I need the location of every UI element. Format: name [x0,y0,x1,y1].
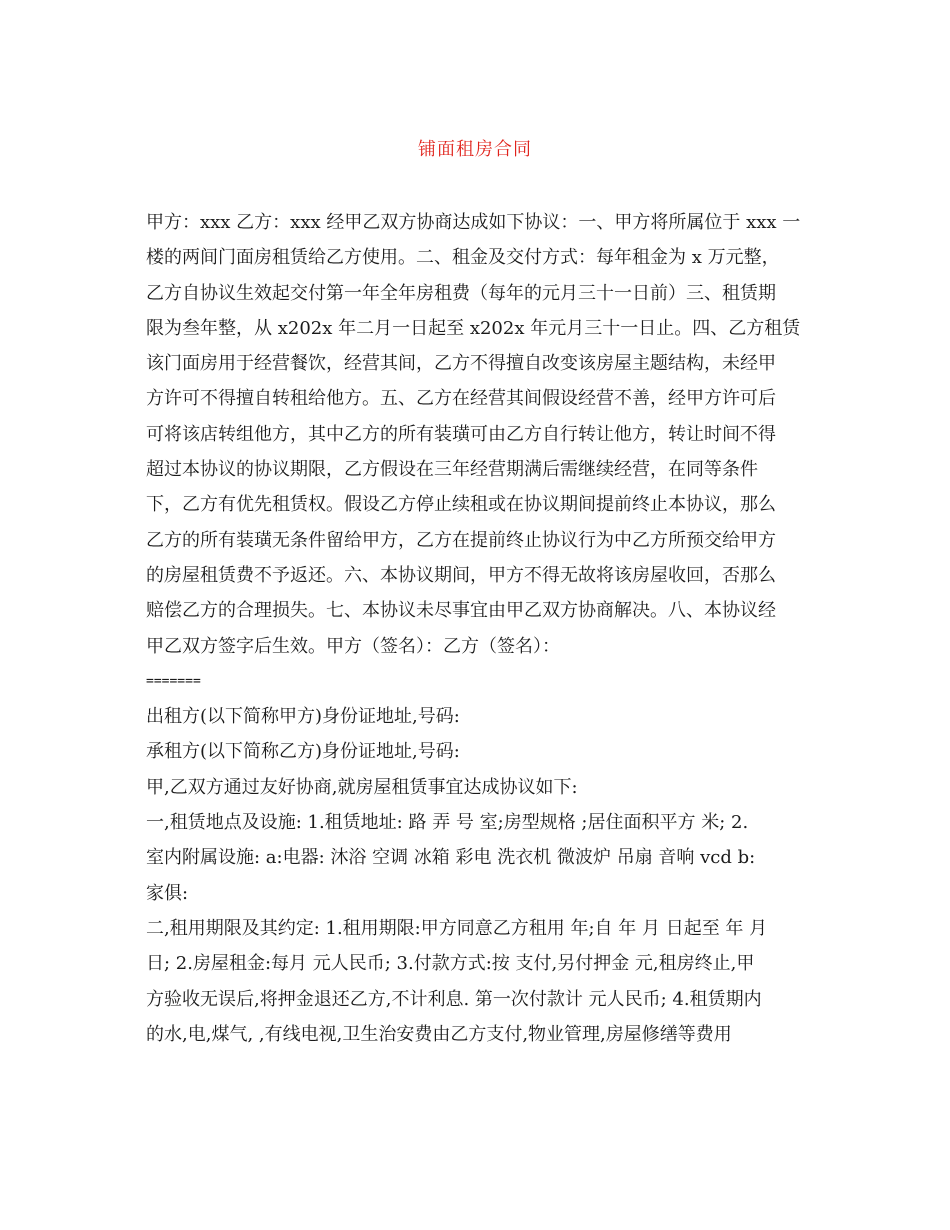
agreement-line: 赔偿乙方的合理损失。七、本协议未尽事宜由甲乙双方协商解决。八、本协议经 [146,600,776,622]
agreement-line: 甲方：xxx 乙方：xxx 经甲乙双方协商达成如下协议：一、甲方将所属位于 xxx 一 [146,212,801,233]
document-title: 铺面租房合同 [418,139,532,160]
contract-line: 室内附属设施: a:电器: 沐浴 空调 冰箱 彩电 洗衣机 微波炉 吊扇 音响 vcd b: [146,847,756,869]
contract-line: 甲,乙双方通过友好协商,就房屋租赁事宜达成协议如下: [146,776,578,798]
agreement-line: 下，乙方有优先租赁权。假设乙方停止续租或在协议期间提前终止本协议，那么 [146,494,776,516]
agreement-line: 乙方的所有装璜无条件留给甲方，乙方在提前终止协议行为中乙方所预交给甲方 [146,529,776,551]
contract-line: 方验收无误后,将押金退还乙方,不计利息. 第一次付款计 元人民币; 4.租赁期内 [146,988,762,1010]
contract-line: 出租方(以下简称甲方)身份证地址,号码: [146,706,460,728]
contract-line: 承租方(以下简称乙方)身份证地址,号码: [146,741,460,763]
contract-line: 二,租用期限及其约定: 1.租用期限:甲方同意乙方租用 年;自 年 月 日起至 年 月 [146,917,768,939]
agreement-line: 方许可不得擅自转租给他方。五、乙方在经营其间假设经营不善，经甲方许可后 [146,388,776,410]
agreement-line: 的房屋租赁费不予返还。六、本协议期间，甲方不得无故将该房屋收回，否那么 [146,564,776,586]
agreement-line: 超过本协议的协议期限，乙方假设在三年经营期满后需继续经营，在同等条件 [146,459,758,481]
agreement-line: 限为叁年整，从 x202x 年二月一日起至 x202x 年元月三十一日止。四、乙方租赁 [146,317,801,339]
agreement-line: 乙方自协议生效起交付第一年全年房租费（每年的元月三十一日前）三、租赁期 [146,282,776,304]
agreement-line: 甲乙双方签字后生效。甲方（签名）：乙方（签名）： [146,635,560,657]
contract-line: 日; 2.房屋租金:每月 元人民币; 3.付款方式:按 支付,另付押金 元,租房终止,甲 [146,953,755,975]
contract-line: 一,租赁地点及设施: 1.租赁地址: 路 弄 号 室;房型规格 ;居住面积平方 米; 2. [146,812,749,834]
contract-line: 的水,电,煤气, ,有线电视,卫生治安费由乙方支付,物业管理,房屋修缮等费用 [146,1023,732,1045]
agreement-line: 可将该店转组他方，其中乙方的所有装璜可由乙方自行转让他方，转让时间不得 [146,423,776,445]
document-body [146,205,806,1052]
agreement-line: 楼的两间门面房租赁给乙方使用。二、租金及交付方式：每年租金为 x 万元整， [146,247,780,269]
contract-line: 家俱: [146,882,189,904]
agreement-line: 该门面房用于经营餐饮，经营其间，乙方不得擅自改变该房屋主题结构，未经甲 [146,353,776,375]
contract-section [146,699,806,1052]
agreement-paragraph [146,205,806,664]
section-separator: ======= [146,673,201,689]
